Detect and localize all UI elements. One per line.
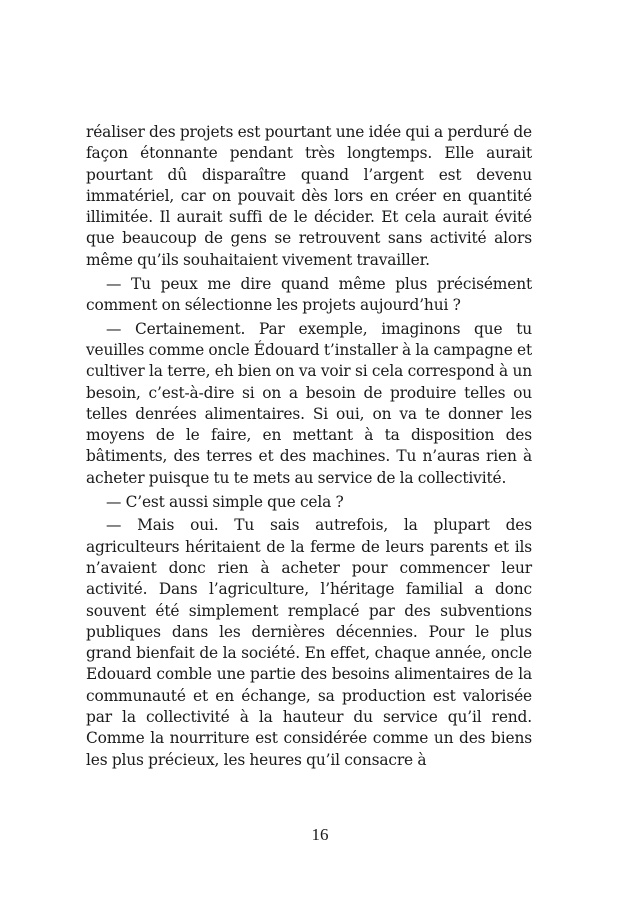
paragraph-dialogue-short-question: — C’est aussi simple que cela ? — [106, 492, 344, 511]
body-text — [86, 122, 532, 771]
paragraph-continuation: réaliser des projets est pourtant une idée qui a perduré de façon étonnante pendant très longtemps. Elle aurait pourtant dû disparaître quand l’argent est devenu immatériel, car on pouvait dès lors en créer en quantité illimitée. Il aurait suffi de le décider. Et cela aurait évité que beaucoup de gens se retrouvent sans activité alors même qu’ils souhaitaient vivement travailler. — [86, 123, 532, 269]
paragraph-dialogue-question: — Tu peux me dire quand même plus précisément comment on sélectionne les projets aujourd’hui ? — [86, 274, 532, 314]
paragraph-dialogue-answer: — Certainement. Par exemple, imaginons que tu veuilles comme oncle Édouard t’installer à la campagne et cultiver la terre, eh bien on va voir si cela correspond à un besoin, c’est-à-dire si on a besoin de produire telles ou telles denrées alimentaires. Si oui, on va te donner les moyens de le faire, en mettant à ta disposition des bâtiments, des terres et des machines. Tu n’auras rien à acheter puisque tu te mets au service de la collectivité. — [86, 319, 532, 487]
page-number: 16 — [311, 825, 329, 844]
paragraph-dialogue-long-answer: — Mais oui. Tu sais autrefois, la plupart des agriculteurs héritaient de la ferme de leurs parents et ils n’avaient donc rien à acheter pour commencer leur activité. Dans l’agriculture, l’héritage familial a donc souvent été simplement remplacé par des subventions publiques dans les dernières décennies. Pour le plus grand bienfait de la société. En effet, chaque année, oncle Edouard comble une partie des besoins alimentaires de la communauté et en échange, sa production est valorisée par la collectivité à la hauteur du service qu’il rend. Comme la nourriture est considérée comme un des biens les plus précieux, les heures qu’il consacre à — [86, 516, 532, 769]
